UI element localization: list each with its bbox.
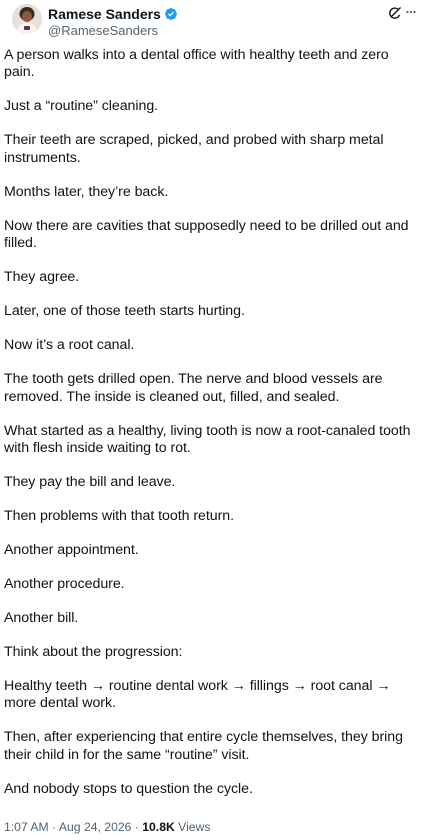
- post-paragraph: Just a “routine” cleaning.: [4, 98, 159, 115]
- post-paragraph: They pay the bill and leave.: [4, 474, 176, 491]
- verified-badge-icon[interactable]: [164, 7, 178, 21]
- post-paragraph: Now there are cavities that supposedly need to be drilled out and filled.: [4, 217, 409, 252]
- post-paragraph: Another appointment.: [4, 542, 139, 559]
- post-header: [6, 0, 420, 40]
- post-paragraph: The tooth gets drilled open. The nerve and blood vessels are removed. The inside is cleaned out, filled, and sealed.: [4, 371, 383, 405]
- post-paragraph: Healthy teeth → routine dental work → fillings → root canal → more dental work.: [4, 678, 391, 712]
- post-meta: [4, 820, 210, 834]
- author-handle[interactable]: @RameseSanders: [48, 23, 159, 38]
- post-paragraph: Their teeth are scraped, picked, and probed with sharp metal instruments.: [4, 132, 384, 166]
- post-text: [4, 47, 418, 815]
- more-dots-icon[interactable]: [404, 5, 418, 19]
- display-name[interactable]: Ramese Sanders: [48, 6, 161, 22]
- post-paragraph: Think about the progression:: [4, 644, 183, 661]
- post-paragraph: Now it’s a root canal.: [4, 337, 135, 354]
- grok-icon[interactable]: [387, 6, 402, 21]
- post-paragraph: They agree.: [4, 269, 80, 286]
- views-count: 10.8K: [142, 820, 175, 834]
- meta-separator: ·: [48, 820, 59, 834]
- post-date[interactable]: Aug 24, 2026: [58, 820, 132, 834]
- post-paragraph: Later, one of those teeth starts hurting.: [4, 303, 245, 320]
- post-time[interactable]: 1:07 AM: [4, 820, 49, 834]
- display-name-row: [48, 6, 178, 22]
- post-paragraph: What started as a healthy, living tooth is now a root-canaled tooth with flesh inside waiting to rot.: [4, 422, 411, 457]
- author-names: [48, 6, 178, 39]
- post-paragraph: And nobody stops to question the cycle.: [4, 780, 253, 797]
- meta-separator: ·: [131, 820, 143, 834]
- post-paragraph: Another bill.: [4, 610, 79, 627]
- post-paragraph: A person walks into a dental office with healthy teeth and zero pain.: [4, 47, 389, 81]
- avatar[interactable]: [12, 4, 42, 34]
- post-paragraph: Then problems with that tooth return.: [4, 508, 234, 525]
- post-paragraph: Then, after experiencing that entire cycle themselves, they bring their child in for the same “routine” visit.: [4, 729, 403, 763]
- post-paragraph: Another procedure.: [4, 576, 125, 593]
- views-label: Views: [178, 820, 211, 834]
- post-paragraph: Months later, they’re back.: [4, 183, 169, 200]
